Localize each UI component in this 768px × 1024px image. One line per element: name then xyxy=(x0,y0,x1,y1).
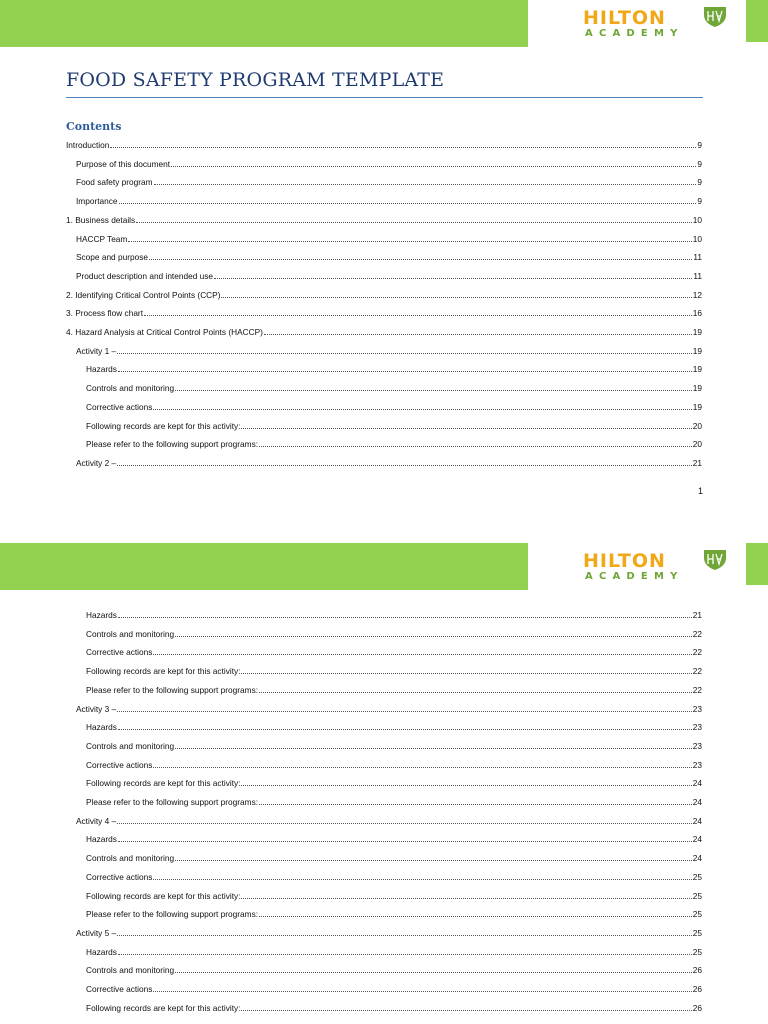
toc-entry-label: Product description and intended use xyxy=(76,270,213,281)
toc-entry[interactable] xyxy=(86,608,702,620)
logo-sub: ACADEMY xyxy=(585,28,684,39)
toc-leader-dots xyxy=(214,278,692,279)
toc-entry-label: Food safety program xyxy=(76,177,153,188)
toc-entry-label: Corrective actions xyxy=(86,647,153,658)
toc-entry[interactable] xyxy=(76,232,702,244)
toc-entry-page: 25 xyxy=(692,890,702,901)
page-number: 1 xyxy=(697,486,703,496)
toc-entry-label: Controls and monitoring xyxy=(86,628,175,639)
logo-word: HILTON xyxy=(583,7,666,29)
toc-entry-label: Controls and monitoring xyxy=(86,853,175,864)
toc-leader-dots xyxy=(241,428,691,429)
toc-entry-page: 23 xyxy=(692,703,702,714)
toc-entry[interactable] xyxy=(86,645,702,657)
toc-entry-page: 9 xyxy=(697,140,702,150)
toc-entry-label: Following records are kept for this activity: xyxy=(86,1002,241,1013)
toc-leader-dots xyxy=(117,823,692,824)
toc-entry-page: 25 xyxy=(692,927,702,938)
document-title: FOOD SAFETY PROGRAM TEMPLATE xyxy=(66,69,445,91)
toc-entry-page: 26 xyxy=(692,984,702,994)
toc-leader-dots xyxy=(153,767,691,768)
toc-entry[interactable] xyxy=(86,870,702,882)
toc-entry[interactable] xyxy=(86,907,702,919)
toc-entry[interactable] xyxy=(86,419,702,431)
toc-entry[interactable] xyxy=(76,814,702,826)
toc-entry-page: 25 xyxy=(692,946,702,957)
toc-leader-dots xyxy=(110,147,696,148)
toc-leader-dots xyxy=(259,804,692,805)
toc-entry-label: Hazards xyxy=(86,722,117,733)
toc-entry-page: 24 xyxy=(692,797,702,807)
toc-entry-page: 19 xyxy=(692,401,702,412)
header-band-right xyxy=(746,0,768,42)
toc-entry-page: 9 xyxy=(697,158,702,169)
shield-crest-icon xyxy=(703,6,727,28)
hilton-academy-logo xyxy=(583,6,728,40)
toc-entry-page: 24 xyxy=(692,815,702,826)
toc-leader-dots xyxy=(171,166,696,167)
toc-leader-dots xyxy=(118,841,692,842)
toc-leader-dots xyxy=(117,935,692,936)
shield-crest-icon xyxy=(703,549,727,571)
toc-leader-dots xyxy=(264,334,692,335)
toc-entry-page: 19 xyxy=(692,327,702,337)
toc-leader-dots xyxy=(136,222,692,223)
toc-leader-dots xyxy=(117,353,692,354)
header-band-right xyxy=(746,543,768,585)
toc-entry-label: Following records are kept for this activity: xyxy=(86,778,241,789)
toc-entry-label: Introduction xyxy=(66,140,110,150)
toc-leader-dots xyxy=(117,465,692,466)
toc-entry-page: 9 xyxy=(697,177,702,188)
toc-entry-label: Corrective actions xyxy=(86,401,153,412)
toc-entry-label: 3. Process flow chart xyxy=(66,308,144,319)
toc-entry-page: 22 xyxy=(692,628,702,639)
toc-entry[interactable] xyxy=(86,381,702,393)
page-2 xyxy=(0,543,768,1024)
toc-entry[interactable] xyxy=(86,889,702,901)
toc-entry-label: HACCP Team xyxy=(76,233,128,244)
toc-leader-dots xyxy=(118,729,692,730)
contents-heading: Contents xyxy=(66,120,122,133)
toc-entry-label: Please refer to the following support programs: xyxy=(86,439,259,450)
toc-entry-label: Please refer to the following support programs: xyxy=(86,797,259,807)
toc-entry-page: 10 xyxy=(692,233,702,244)
toc-leader-dots xyxy=(175,860,692,861)
toc-leader-dots xyxy=(144,315,692,316)
toc-entry[interactable] xyxy=(86,627,702,639)
toc-entry-label: 1. Business details xyxy=(66,214,136,225)
toc-entry-page: 25 xyxy=(692,871,702,882)
toc-entry-page: 10 xyxy=(692,214,702,225)
toc-leader-dots xyxy=(241,898,691,899)
toc-entry-page: 22 xyxy=(692,684,702,695)
toc-leader-dots xyxy=(241,785,691,786)
toc-entry-label: Importance xyxy=(76,196,118,207)
toc-entry-label: Please refer to the following support programs: xyxy=(86,909,259,920)
toc-entry-page: 12 xyxy=(692,289,702,300)
toc-entry-label: Controls and monitoring xyxy=(86,965,175,976)
toc-entry-label: 2. Identifying Critical Control Points (CCP) xyxy=(66,289,221,300)
toc-entry[interactable] xyxy=(76,269,702,281)
toc-entry[interactable] xyxy=(86,400,702,412)
toc-leader-dots xyxy=(175,636,692,637)
toc-entry-label: Activity 2 – xyxy=(76,457,117,468)
toc-entry[interactable] xyxy=(86,832,702,844)
toc-entry-page: 19 xyxy=(692,345,702,356)
toc-leader-dots xyxy=(153,879,691,880)
toc-leader-dots xyxy=(175,390,692,391)
toc-entry-page: 21 xyxy=(692,457,702,468)
toc-entry-page: 22 xyxy=(692,647,702,658)
toc-entry[interactable] xyxy=(86,720,702,732)
toc-entry[interactable] xyxy=(86,362,702,374)
toc-leader-dots xyxy=(117,711,692,712)
header-band xyxy=(0,0,528,47)
toc-entry[interactable] xyxy=(86,795,702,807)
hilton-academy-logo xyxy=(583,549,728,583)
toc-entry-label: Activity 3 – xyxy=(76,703,117,714)
logo-sub: ACADEMY xyxy=(585,571,684,582)
toc-entry-page: 23 xyxy=(692,722,702,733)
toc-entry[interactable] xyxy=(66,213,702,225)
toc-leader-dots xyxy=(154,184,697,185)
toc-entry[interactable] xyxy=(66,306,702,318)
toc-entry-label: Corrective actions xyxy=(86,759,153,770)
toc-entry-page: 19 xyxy=(692,383,702,394)
toc-leader-dots xyxy=(128,241,691,242)
toc-entry-label: Scope and purpose xyxy=(76,252,148,263)
toc-entry-page: 20 xyxy=(692,439,702,450)
toc-leader-dots xyxy=(153,409,691,410)
toc-leader-dots xyxy=(175,748,692,749)
toc-leader-dots xyxy=(149,259,692,260)
toc-entry[interactable] xyxy=(66,138,702,150)
toc-leader-dots xyxy=(153,991,691,992)
toc-leader-dots xyxy=(241,1010,691,1011)
toc-leader-dots xyxy=(259,916,692,917)
toc-entry[interactable] xyxy=(76,344,702,356)
toc-entry[interactable] xyxy=(86,851,702,863)
toc-entry[interactable] xyxy=(86,664,702,676)
toc-entry[interactable] xyxy=(86,963,702,975)
toc-entry[interactable] xyxy=(76,456,702,468)
toc-entry-label: Activity 1 – xyxy=(76,345,117,356)
toc-leader-dots xyxy=(119,203,697,204)
toc-entry-label: Following records are kept for this activity: xyxy=(86,666,241,677)
toc-entry[interactable] xyxy=(76,702,702,714)
toc-entry-label: Hazards xyxy=(86,610,117,620)
toc-leader-dots xyxy=(175,972,692,973)
toc-leader-dots xyxy=(118,617,692,618)
toc-entry-label: Hazards xyxy=(86,834,117,845)
toc-entry-label: Activity 4 – xyxy=(76,815,117,826)
toc-leader-dots xyxy=(221,297,691,298)
toc-entry-label: Hazards xyxy=(86,364,117,375)
toc-entry-label: Hazards xyxy=(86,946,117,957)
page-gap xyxy=(0,520,768,543)
toc-entry[interactable] xyxy=(76,175,702,187)
toc-entry-page: 23 xyxy=(692,740,702,751)
toc-leader-dots xyxy=(153,654,691,655)
toc-entry[interactable] xyxy=(76,157,702,169)
toc-entry[interactable] xyxy=(86,739,702,751)
toc-leader-dots xyxy=(259,692,692,693)
toc-entry-label: 4. Hazard Analysis at Critical Control Points (HACCP) xyxy=(66,327,263,337)
toc-entry-label: Corrective actions xyxy=(86,871,153,882)
toc-entry[interactable] xyxy=(76,250,702,262)
toc-leader-dots xyxy=(241,673,691,674)
toc-entry-label: Activity 5 – xyxy=(76,927,117,938)
toc-entry-page: 22 xyxy=(692,666,702,677)
toc-entry-label: Corrective actions xyxy=(86,984,153,994)
toc-entry[interactable] xyxy=(66,288,702,300)
title-rule xyxy=(66,97,703,98)
toc-entry-page: 25 xyxy=(692,909,702,920)
toc-entry-page: 11 xyxy=(693,252,702,263)
toc-entry-page: 9 xyxy=(697,196,702,207)
toc-entry-page: 11 xyxy=(693,270,702,281)
toc-entry[interactable] xyxy=(76,194,702,206)
toc-entry-page: 19 xyxy=(692,364,702,375)
logo-word: HILTON xyxy=(583,550,666,572)
toc-entry-page: 21 xyxy=(692,610,702,620)
toc-entry-page: 24 xyxy=(692,834,702,845)
toc-entry-page: 24 xyxy=(692,853,702,864)
toc-leader-dots xyxy=(118,371,692,372)
header-band xyxy=(0,543,528,590)
toc-entry[interactable] xyxy=(86,437,702,449)
toc-entry-label: Controls and monitoring xyxy=(86,383,175,394)
toc-entry[interactable] xyxy=(86,683,702,695)
toc-leader-dots xyxy=(118,954,692,955)
toc-entry-page: 20 xyxy=(692,420,702,431)
toc-entry-label: Controls and monitoring xyxy=(86,740,175,751)
toc-entry[interactable] xyxy=(76,926,702,938)
toc-entry[interactable] xyxy=(86,776,702,788)
toc-entry[interactable] xyxy=(66,325,702,337)
toc-entry[interactable] xyxy=(86,982,702,994)
toc-entry-label: Following records are kept for this activity: xyxy=(86,420,241,431)
toc-entry-page: 24 xyxy=(692,778,702,789)
toc-entry-page: 26 xyxy=(692,1002,702,1013)
toc-entry-page: 26 xyxy=(692,965,702,976)
toc-entry-label: Following records are kept for this activity: xyxy=(86,890,241,901)
toc-entry[interactable] xyxy=(86,945,702,957)
toc-entry-label: Purpose of this document xyxy=(76,158,171,169)
toc-entry[interactable] xyxy=(86,758,702,770)
toc-leader-dots xyxy=(259,446,692,447)
toc-entry-page: 23 xyxy=(692,759,702,770)
toc-entry[interactable] xyxy=(86,1001,702,1013)
toc-entry-page: 16 xyxy=(692,308,702,319)
toc-entry-label: Please refer to the following support programs: xyxy=(86,684,259,695)
